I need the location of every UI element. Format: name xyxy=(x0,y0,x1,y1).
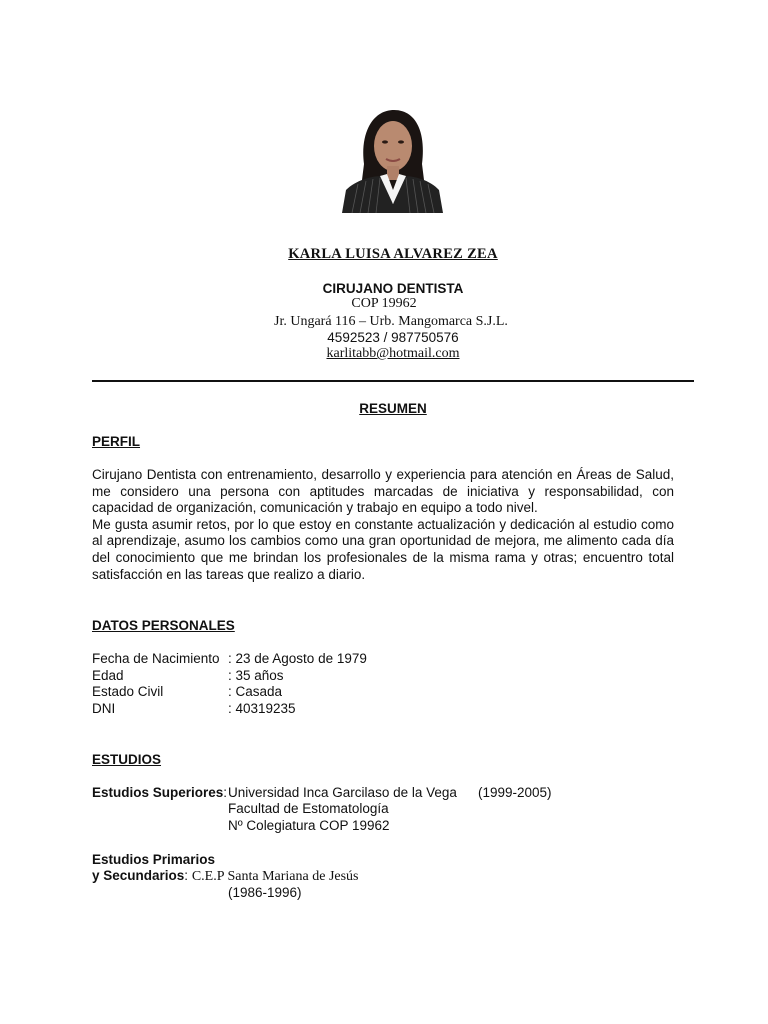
datos-personales-heading: DATOS PERSONALES xyxy=(92,618,235,633)
estudios-secundarios-label: y Secundarios xyxy=(92,868,185,883)
header-divider xyxy=(92,380,694,382)
datos-value: : 23 de Agosto de 1979 xyxy=(228,651,367,666)
datos-value: : 40319235 xyxy=(228,701,296,716)
university-period: (1999-2005) xyxy=(478,785,552,800)
university-name: Universidad Inca Garcilaso de la Vega xyxy=(228,785,457,800)
datos-value: : 35 años xyxy=(228,668,284,683)
label-colon: : xyxy=(223,785,228,800)
email-link[interactable]: karlitabb@hotmail.com xyxy=(326,346,460,361)
profile-photo-icon xyxy=(342,104,443,213)
perfil-paragraph: Cirujano Dentista con entrenamiento, desarrollo y experiencia para atención en Áreas de Salud, me considero una persona con aptitudes marcadas de iniciativa y responsabilidad, con capacidad de organización, comunicación y trabajo en equipo a todo nivel. xyxy=(92,467,674,516)
estudios-superiores-label: Estudios Superiores xyxy=(92,785,224,800)
datos-label: Edad xyxy=(92,668,124,683)
cop-number: COP 19962 xyxy=(351,296,417,311)
profession-title: CIRUJANO DENTISTA xyxy=(322,281,464,296)
datos-label: Estado Civil xyxy=(92,684,164,699)
school-name: C.E.P Santa Mariana de Jesús xyxy=(191,869,359,884)
estudios-primarios-label: Estudios Primarios xyxy=(92,852,216,867)
perfil-paragraph: Me gusta asumir retos, por lo que estoy en constante actualización y dedicación al estudio como al aprendizaje, asumo los cambios como una gran oportunidad de mejora, me alimento cada día del conocimiento que me brindan los profesionales de la misma rama y otras; encuentro total satisfacción en las tareas que realizo a diario. xyxy=(92,516,674,582)
candidate-name: KARLA LUISA ALVAREZ ZEA xyxy=(288,246,498,262)
profile-photo xyxy=(342,104,443,213)
perfil-text xyxy=(92,467,674,583)
faculty-name: Facultad de Estomatología xyxy=(228,801,389,816)
estudios-superiores-label-line xyxy=(92,785,227,800)
label-colon: : xyxy=(184,868,189,883)
datos-value: : Casada xyxy=(228,684,283,699)
perfil-heading: PERFIL xyxy=(92,434,141,449)
school-period: (1986-1996) xyxy=(228,885,302,900)
registration-number: Nº Colegiatura COP 19962 xyxy=(228,818,390,833)
datos-label: Fecha de Nacimiento xyxy=(92,651,220,666)
phone-numbers: 4592523 / 987750576 xyxy=(327,330,459,345)
address: Jr. Ungará 116 – Urb. Mangomarca S.J.L. xyxy=(274,314,508,329)
resumen-heading: RESUMEN xyxy=(359,401,427,416)
datos-label: DNI xyxy=(92,701,116,716)
estudios-secundarios-line xyxy=(92,868,359,885)
estudios-heading: ESTUDIOS xyxy=(92,752,162,767)
